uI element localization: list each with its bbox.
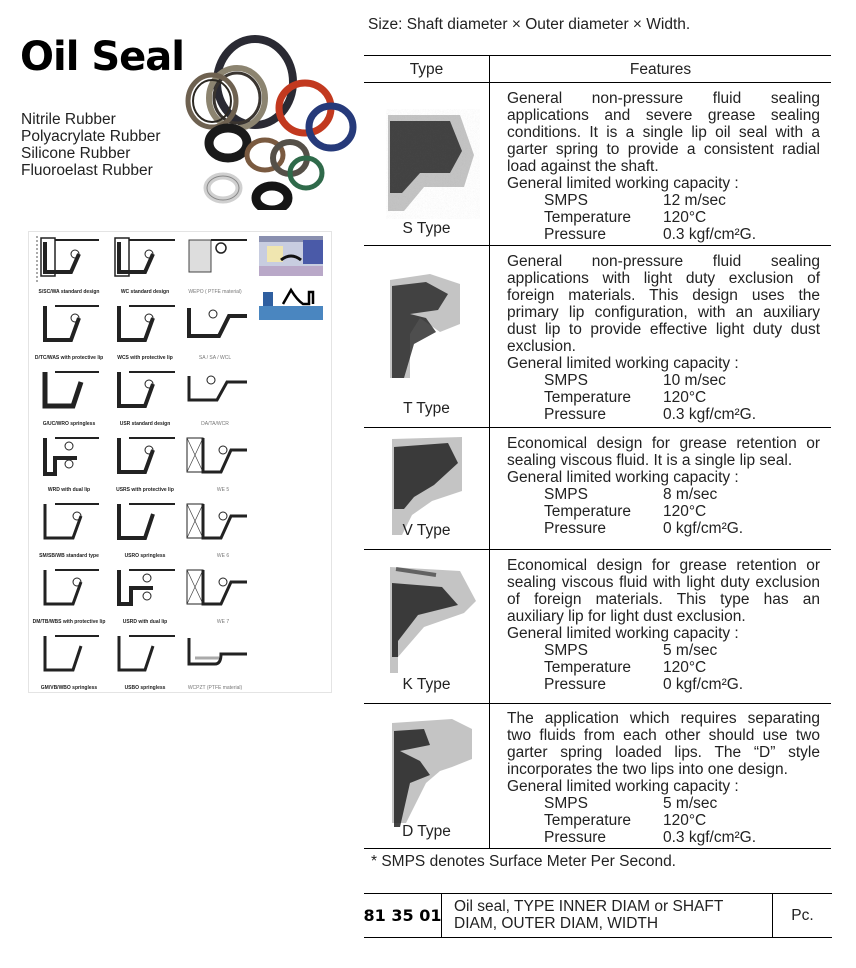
profile-cell bbox=[33, 366, 103, 429]
profile-caption: USBO springless bbox=[124, 685, 166, 691]
spec-pressure: Pressure 0 kgf/cm²G. bbox=[544, 676, 744, 693]
profile-cell bbox=[33, 630, 103, 693]
table-row-t-type bbox=[364, 245, 831, 427]
profile-cell bbox=[33, 498, 103, 561]
spec-smps: SMPS 5 m/sec bbox=[544, 795, 718, 812]
profile-caption: DM/TB/WBS with protective lip bbox=[32, 619, 106, 625]
spec-temperature: Temperature 120°C bbox=[544, 503, 707, 520]
profile-cell bbox=[33, 432, 103, 495]
type-label: T Type bbox=[403, 400, 450, 417]
profile-cell bbox=[109, 564, 179, 627]
spec-smps: SMPS 8 m/sec bbox=[544, 486, 718, 503]
profile-caption: D/TC/WAS with protective lip bbox=[34, 355, 104, 361]
spec-pressure: Pressure 0.3 kgf/cm²G. bbox=[544, 406, 757, 423]
type-description: The application which requires separating two fluids from each other should use two garter spring loaded lips. The “D” style incorporates the two lips into one design. bbox=[507, 710, 820, 778]
t-type-cross-section bbox=[388, 272, 468, 382]
profile-caption: USRS with protective lip bbox=[116, 487, 174, 493]
profile-cell bbox=[109, 366, 179, 429]
type-description: General non-pressure fluid sealing applications with light duty exclusion of foreign materials. This design uses the primary lip configuration, with an auxiliary dust lip to provide effective light duty dust exclusion. bbox=[507, 253, 820, 355]
spec-pressure: Pressure 0 kgf/cm²G. bbox=[544, 520, 744, 537]
profile-caption: USRO springless bbox=[124, 553, 166, 559]
profile-caption: WEPO ( PTFE material) bbox=[188, 289, 242, 295]
profile-cell bbox=[32, 564, 106, 627]
spec-temperature: Temperature 120°C bbox=[544, 209, 707, 226]
profile-caption: G/UC/WRO springless bbox=[42, 421, 96, 427]
profile-caption: USRD with dual lip bbox=[122, 619, 168, 625]
product-row bbox=[364, 893, 832, 938]
profile-caption: WC standard design bbox=[120, 289, 170, 295]
type-label: V Type bbox=[402, 522, 451, 539]
material-item: Silicone Rubber bbox=[21, 145, 131, 162]
materials-list bbox=[21, 111, 161, 179]
type-description: Economical design for grease retention or sealing viscous fluid with light duty exclusion of foreign materials. This type has an auxiliary lip for light dust exclusion. bbox=[507, 557, 820, 625]
profile-caption: SA / SA / WCL bbox=[198, 355, 232, 361]
spec-pressure: Pressure 0.3 kgf/cm²G. bbox=[544, 226, 757, 243]
product-description: Oil seal, TYPE INNER DIAM or SHAFT DIAM, OUTER DIAM, WIDTH bbox=[454, 898, 724, 932]
profile-cell bbox=[109, 630, 179, 693]
d-type-cross-section bbox=[388, 715, 474, 827]
profile-caption: GM/VB/WBO springless bbox=[40, 685, 98, 691]
material-item: Polyacrylate Rubber bbox=[21, 128, 161, 145]
type-label: D Type bbox=[402, 823, 451, 840]
type-description: Economical design for grease retention or sealing viscous fluid. It is a single lip seal. bbox=[507, 435, 820, 469]
material-item: Nitrile Rubber bbox=[21, 111, 116, 128]
profile-cell bbox=[109, 432, 179, 495]
spec-smps: SMPS 5 m/sec bbox=[544, 642, 718, 659]
profile-cell bbox=[181, 432, 251, 495]
capacity-heading: General limited working capacity : bbox=[507, 175, 739, 192]
oil-seal-rings-photo bbox=[180, 30, 358, 210]
profile-caption: SM/SB/WB standard type bbox=[39, 553, 99, 559]
s-type-cross-section bbox=[386, 109, 480, 219]
product-code: 81 35 01 bbox=[364, 894, 442, 937]
profile-caption: WCPZT (PTFE material) bbox=[187, 685, 243, 691]
profile-cell bbox=[181, 300, 251, 363]
capacity-heading: General limited working capacity : bbox=[507, 469, 739, 486]
column-header-type: Type bbox=[409, 61, 444, 78]
capacity-heading: General limited working capacity : bbox=[507, 625, 739, 642]
profile-cell bbox=[181, 366, 251, 429]
seal-installation-photo bbox=[259, 236, 323, 276]
type-label: S Type bbox=[402, 220, 451, 237]
profile-caption: WE 5 bbox=[216, 487, 230, 493]
profile-caption: WE 7 bbox=[216, 619, 230, 625]
capacity-heading: General limited working capacity : bbox=[507, 355, 739, 372]
seal-profiles-grid bbox=[28, 231, 332, 693]
profile-cell bbox=[109, 300, 179, 363]
size-format-note: Size: Shaft diameter × Outer diameter × Width. bbox=[368, 16, 691, 33]
spec-smps: SMPS 12 m/sec bbox=[544, 192, 726, 209]
material-item: Fluoroelast Rubber bbox=[21, 162, 153, 179]
page-title: Oil Seal bbox=[20, 34, 184, 80]
type-label: K Type bbox=[402, 676, 451, 693]
spec-temperature: Temperature 120°C bbox=[544, 389, 707, 406]
profile-caption: DA/TA/WCR bbox=[201, 421, 229, 427]
profile-caption: S/SC/WA standard design bbox=[38, 289, 100, 295]
profile-cell bbox=[33, 234, 103, 297]
seal-shaft-photo bbox=[259, 284, 323, 324]
profile-caption: USR standard design bbox=[119, 421, 171, 427]
profile-cell bbox=[181, 498, 251, 561]
profile-cell bbox=[33, 300, 103, 363]
product-unit: Pc. bbox=[772, 894, 832, 937]
table-row-d-type bbox=[364, 703, 831, 848]
spec-temperature: Temperature 120°C bbox=[544, 812, 707, 829]
profile-caption: WCS with protective lip bbox=[117, 355, 173, 361]
table-row-v-type bbox=[364, 427, 831, 549]
column-header-features: Features bbox=[629, 61, 692, 78]
profile-cell bbox=[181, 630, 251, 693]
spec-pressure: Pressure 0.3 kgf/cm²G. bbox=[544, 829, 757, 846]
profile-caption: WE 6 bbox=[216, 553, 230, 559]
smps-footnote: * SMPS denotes Surface Meter Per Second. bbox=[371, 853, 676, 870]
k-type-cross-section bbox=[388, 563, 480, 673]
capacity-heading: General limited working capacity : bbox=[507, 778, 739, 795]
table-row-s-type bbox=[364, 82, 831, 245]
profile-cell bbox=[181, 564, 251, 627]
profile-cell bbox=[109, 498, 179, 561]
profile-caption: WRD with dual lip bbox=[47, 487, 91, 493]
type-description: General non-pressure fluid sealing applications and severe grease sealing conditions. It is a single lip oil seal with a garter spring to provide a consistent radial load against the shaft. bbox=[507, 90, 820, 175]
spec-temperature: Temperature 120°C bbox=[544, 659, 707, 676]
profile-cell bbox=[181, 234, 251, 297]
table-rule bbox=[364, 55, 831, 56]
profile-cell bbox=[109, 234, 179, 297]
table-row-k-type bbox=[364, 549, 831, 703]
spec-smps: SMPS 10 m/sec bbox=[544, 372, 726, 389]
table-rule bbox=[364, 848, 831, 849]
